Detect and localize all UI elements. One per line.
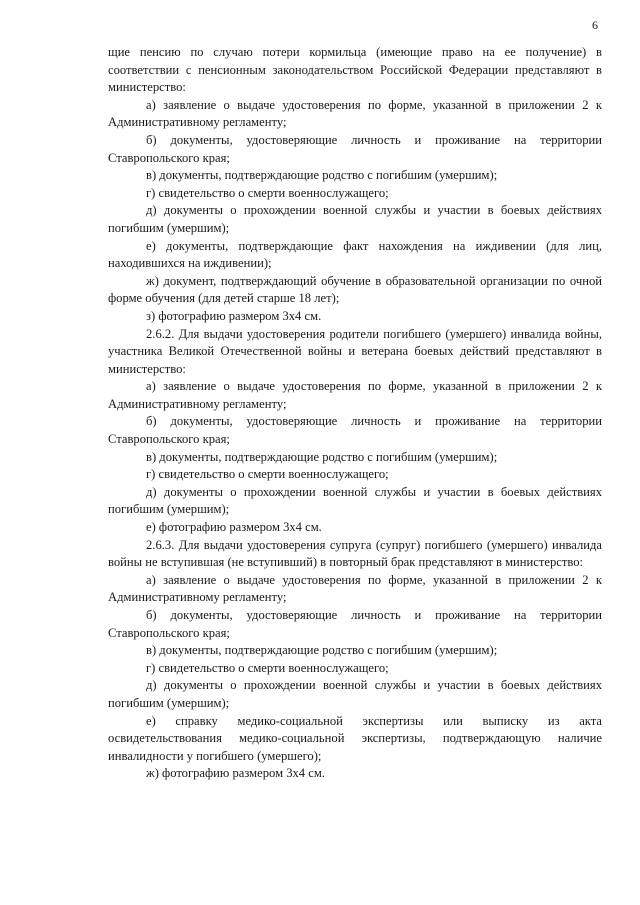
list-item: з) фотографию размером 3х4 см. xyxy=(146,308,322,323)
list-item: 2.6.3. Для выдачи удостоверения супруга (супруг) погибшего (умершего) инвалида войны не вступившая (не вступивший) в повторный брак представляют в министерство: xyxy=(108,537,602,570)
list-item: д) документы о прохождении военной службы и участии в боевых действиях погибшим (умершим); xyxy=(108,203,602,235)
list-item: б) документы, удостоверяющие личность и проживание на территории Ставропольского края; xyxy=(108,132,602,165)
list-item: а) заявление о выдаче удостоверения по форме, указанной в приложении 2 к Административному регламенту; xyxy=(108,97,602,130)
list-item: ж) документ, подтверждающий обучение в образовательной организации по очной форме обучения (для детей старше 18 лет); xyxy=(108,273,602,306)
page-number: 6 xyxy=(592,18,598,32)
list-item: г) свидетельство о смерти военнослужащего; xyxy=(146,185,389,200)
list-item: в) документы, подтверждающие родство с погибшим (умершим); xyxy=(146,168,498,183)
list-item: е) справку медико-социальной экспертизы или выписку из акта освидетельствования медико-социальной экспертизы, подтверждающую наличие инвалидности у погибшего (умершего); xyxy=(108,713,602,763)
list-item: д) документы о прохождении военной службы и участии в боевых действиях погибшим (умершим); xyxy=(108,484,602,517)
list-item: 2.6.2. Для выдачи удостоверения родители погибшего (умершего) инвалида войны, участника Великой Отечественной войны и ветерана боевых действий представляют в министерство: xyxy=(108,326,602,376)
list-item: г) свидетельство о смерти военнослужащего; xyxy=(146,467,389,482)
list-item: б) документы, удостоверяющие личность и проживание на территории Ставропольского края; xyxy=(108,608,602,640)
paragraph: щие пенсию по случаю потери кормильца (имеющие право на ее получение) в соответствии с пенсионным законодательством Российской Федерации представляют в министерство: xyxy=(108,45,602,95)
list-item: в) документы, подтверждающие родство с погибшим (умершим); xyxy=(146,449,498,464)
list-item: а) заявление о выдаче удостоверения по форме, указанной в приложении 2 к Административному регламенту; xyxy=(108,379,602,411)
list-item: в) документы, подтверждающие родство с погибшим (умершим); xyxy=(146,643,498,658)
list-item: е) документы, подтверждающие факт нахождения на иждивении (для лиц, находившихся на иждивении); xyxy=(108,238,602,271)
list-item: г) свидетельство о смерти военнослужащего; xyxy=(146,660,389,675)
list-item: е) фотографию размером 3х4 см. xyxy=(146,520,322,535)
list-item: ж) фотографию размером 3х4 см. xyxy=(146,766,325,781)
list-item: а) заявление о выдаче удостоверения по форме, указанной в приложении 2 к Административному регламенту; xyxy=(108,572,602,605)
list-item: б) документы, удостоверяющие личность и проживание на территории Ставропольского края; xyxy=(108,414,602,447)
body-text xyxy=(108,44,602,783)
list-item: д) документы о прохождении военной службы и участии в боевых действиях погибшим (умершим); xyxy=(108,678,602,710)
